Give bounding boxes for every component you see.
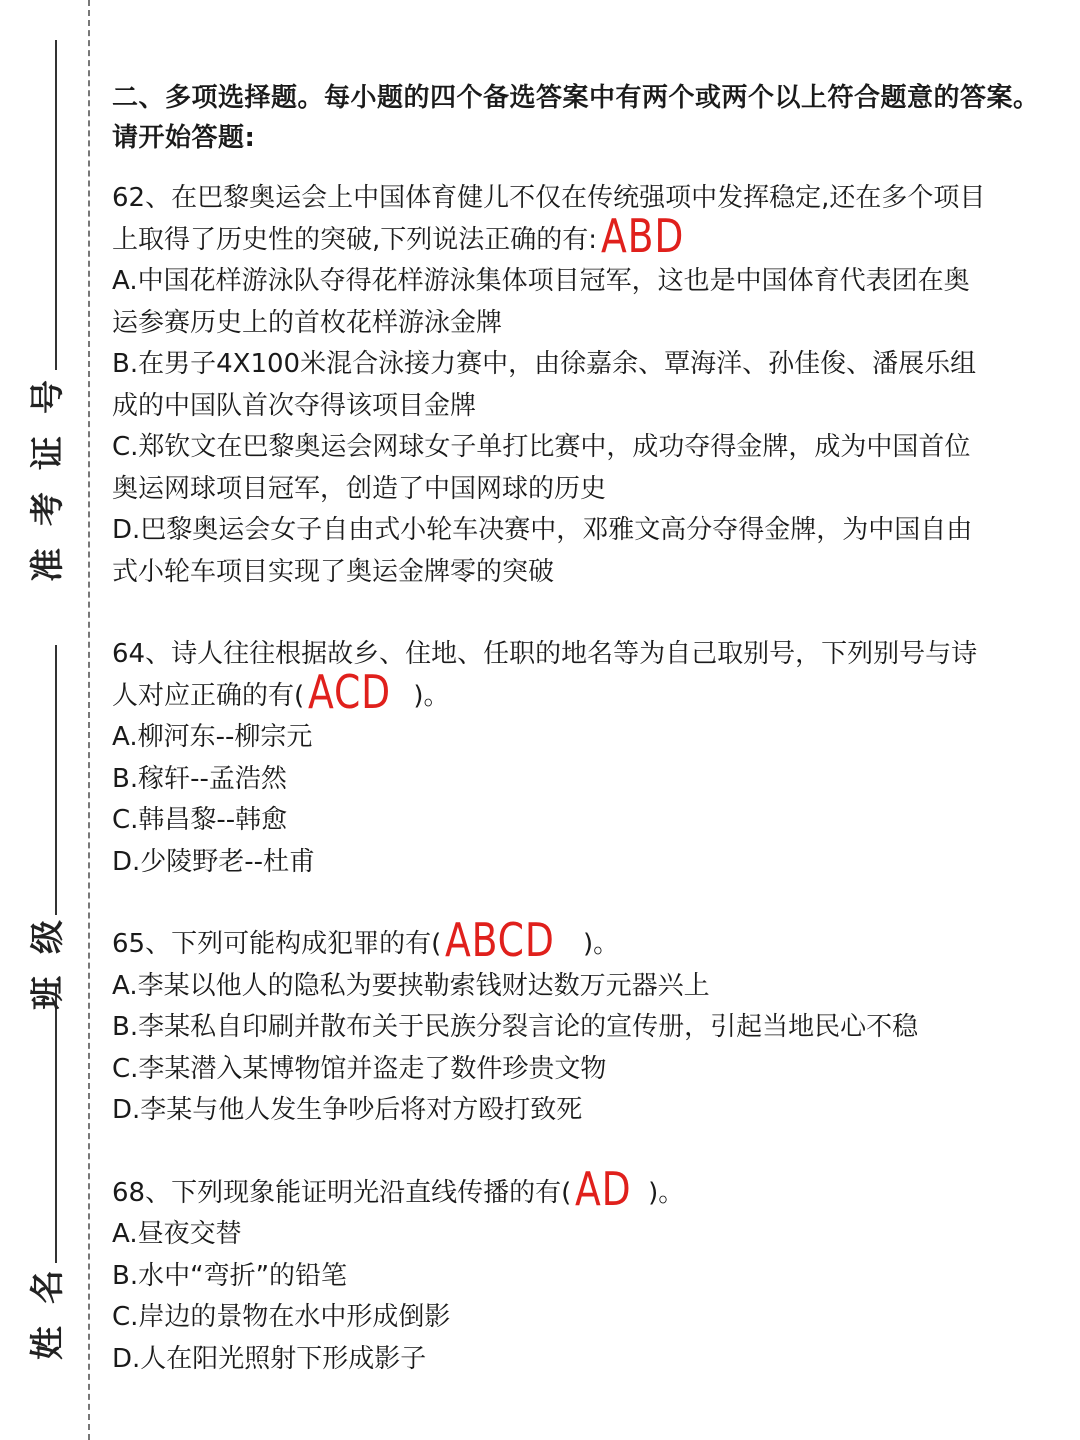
class-label-char: 班 [28, 976, 68, 1010]
class-label [18, 920, 78, 1032]
question-stem [112, 664, 1062, 719]
question-65 [112, 913, 1062, 1132]
question-62 [112, 178, 1062, 593]
question-stem: 64、诗人往往根据故乡、住地、任职的地名等为自己取别号，下列别号与诗 [112, 639, 978, 669]
option-line: D.巴黎奥运会女子自由式小轮车决赛中，邓雅文高分夺得金牌，为中国自由 [112, 515, 973, 545]
option-line: A.柳河东--柳宗元 [112, 722, 313, 752]
exam-id-label-char: 考 [28, 492, 68, 526]
section-title-line: 二、多项选择题。每小题的四个备选答案中有两个或两个以上符合题意的答案。 [112, 83, 1040, 113]
name-label-char: 名 [28, 1270, 68, 1304]
handwritten-answer: AD [575, 1161, 632, 1216]
option-line: D.人在阳光照射下形成影子 [112, 1343, 427, 1374]
option-line: A.中国花样游泳队夺得花样游泳集体项目冠军，这也是中国体育代表团在奥 [112, 266, 970, 296]
option-line: 运参赛历史上的首枚花样游泳金牌 [112, 307, 503, 338]
handwritten-answer: ACD [308, 664, 392, 719]
name-label [18, 1270, 78, 1382]
binding-margin [0, 0, 92, 1440]
question-64 [112, 634, 1062, 883]
question-stem-text: 人对应正确的有( [112, 680, 305, 711]
question-stem-text: 65、下列可能构成犯罪的有( [112, 929, 442, 959]
option-line: B.李某私自印刷并散布关于民族分裂言论的宣传册，引起当地民心不稳 [112, 1012, 919, 1042]
option-line: 奥运网球项目冠军，创造了中国网球的历史 [112, 473, 607, 504]
question-stem: 62、在巴黎奥运会上中国体育健儿不仅在传统强项中发挥稳定,还在多个项目 [112, 183, 986, 213]
option-line: 式小轮车项目实现了奥运金牌零的突破 [112, 556, 555, 587]
section-title [112, 78, 1062, 158]
class-label-char: 级 [28, 920, 68, 954]
section-title-line: 请开始答题: [112, 123, 256, 153]
option-line: B.在男子4X100米混合泳接力赛中，由徐嘉余、覃海洋、孙佳俊、潘展乐组 [112, 349, 977, 379]
option-line: A.昼夜交替 [112, 1219, 242, 1249]
exam-id-underline [55, 40, 57, 370]
option-line: D.李某与他人发生争吵后将对方殴打致死 [112, 1095, 583, 1125]
option-line: 成的中国队首次夺得该项目金牌 [112, 390, 477, 421]
question-stem-text: 68、下列现象能证明光沿直线传播的有( [112, 1177, 572, 1208]
option-line: C.郑钦文在巴黎奥运会网球女子单打比赛中，成功夺得金牌，成为中国首位 [112, 432, 971, 462]
question-stem [112, 1161, 1062, 1216]
question-stem [112, 913, 1062, 967]
option-line: C.岸边的景物在水中形成倒影 [112, 1302, 451, 1332]
question-68 [112, 1161, 1062, 1381]
question-stem-text: )。 [648, 1177, 685, 1208]
option-line: B.水中“弯折”的铅笔 [112, 1260, 348, 1291]
option-line: D.少陵野老--杜甫 [112, 846, 316, 877]
exam-id-label-char: 证 [28, 436, 68, 470]
handwritten-answer: ABCD [445, 913, 555, 967]
exam-id-label [18, 380, 78, 604]
option-line: C.李某潜入某博物馆并盗走了数件珍贵文物 [112, 1053, 607, 1084]
cut-line [88, 0, 90, 1440]
option-line: B.稼轩--孟浩然 [112, 763, 287, 794]
class-underline [55, 645, 57, 915]
option-line: A.李某以他人的隐私为要挟勒索钱财达数万元器兴上 [112, 970, 710, 1001]
question-stem-text: )。 [413, 680, 450, 711]
option-line: C.韩昌黎--韩愈 [112, 805, 288, 835]
exam-content [112, 78, 1062, 1380]
name-label-char: 姓 [28, 1326, 68, 1360]
exam-id-label-char: 准 [28, 548, 68, 582]
exam-id-label-char: 号 [28, 380, 68, 414]
question-stem-text: )。 [583, 929, 620, 959]
question-stem [112, 208, 1062, 263]
question-stem-text: 上取得了历史性的突破,下列说法正确的有: [112, 224, 598, 255]
handwritten-answer: ABD [601, 208, 685, 263]
